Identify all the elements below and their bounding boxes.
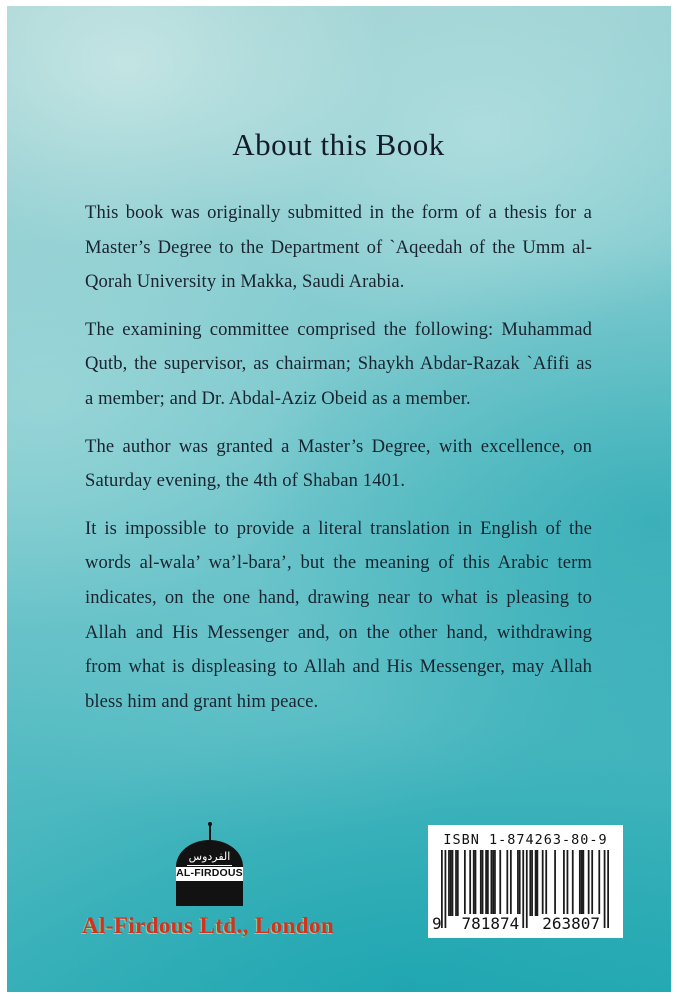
barcode-digit-left: 9 (432, 914, 442, 933)
cover-background (7, 6, 671, 992)
text-line: words al-wala’ wa’l-bara’, but the meaning of this Arabic term (85, 552, 592, 574)
text-line: This book was originally submitted in the form of a thesis for a (85, 202, 592, 223)
logo-base-block (176, 881, 243, 906)
text-line: Master’s Degree to the Department of `Aqeedah of the Umm al- (85, 236, 592, 258)
page-title: About this Book (232, 127, 445, 162)
logo-arabic-text: الفردوس (187, 851, 233, 866)
text-line: Qorah University in Makka, Saudi Arabia. (85, 271, 405, 293)
text-line: indicates, on the one hand, drawing near to what is pleasing to (85, 586, 592, 608)
paragraph-2 (85, 313, 592, 417)
text-line: The examining committee comprised the following: Muhammad (85, 318, 592, 340)
text-line: Qutb, the supervisor, as chairman; Shaykh Abdar-Razak `Afifi as (85, 353, 592, 375)
publisher-logo (176, 822, 243, 906)
logo-name: AL-FIRDOUS (176, 867, 243, 879)
paragraph-1 (85, 196, 592, 300)
dome-finial-icon (176, 822, 243, 840)
paragraph-3 (85, 430, 592, 499)
text-line: The author was granted a Master’s Degree, with excellence, on (85, 435, 592, 457)
text-line: Allah and His Messenger and, on the other hand, withdrawing (85, 621, 592, 643)
barcode-digits (432, 914, 613, 933)
about-section (85, 126, 592, 732)
publisher-imprint: Al-Firdous Ltd., London (82, 913, 335, 938)
barcode-digit-group1: 781874 (459, 914, 523, 933)
text-line: from what is displeasing to Allah and His Messenger, may Allah (85, 656, 592, 678)
text-line: It is impossible to provide a literal translation in English of the (85, 517, 592, 539)
barcode-panel (428, 825, 623, 938)
barcode-digit-group2: 263807 (539, 914, 603, 933)
paragraph-4 (85, 512, 592, 720)
isbn-label: ISBN 1-874263-80-9 (443, 832, 608, 848)
text-line: a member; and Dr. Abdal-Aziz Obeid as a member. (85, 387, 471, 409)
mosque-dome-icon (176, 840, 243, 867)
text-line: bless him and grant him peace. (85, 690, 319, 712)
text-line: Saturday evening, the 4th of Shaban 1401. (85, 470, 406, 492)
